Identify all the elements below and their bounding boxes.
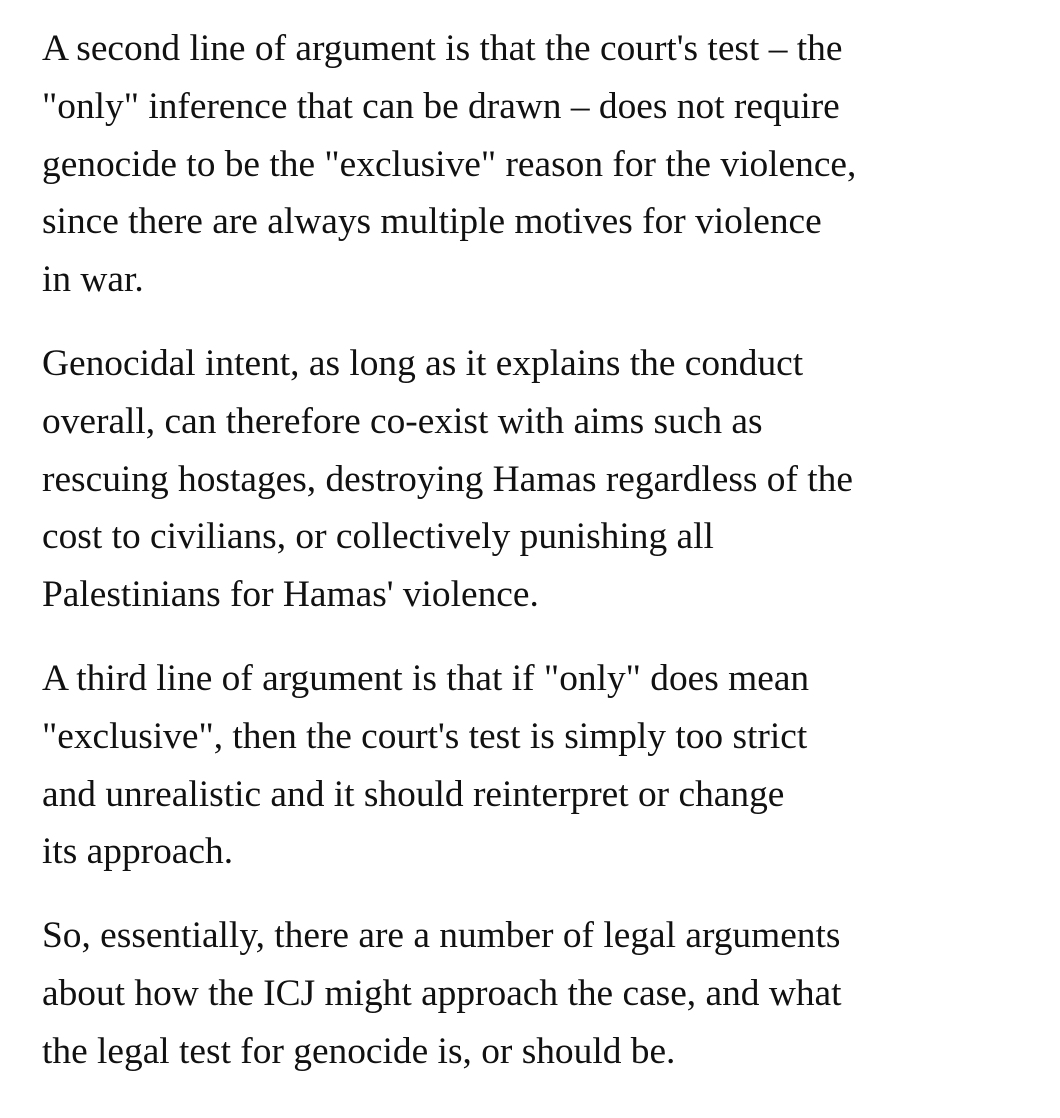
- text-line: and unrealistic and it should reinterpret or change: [42, 773, 785, 815]
- text-line: rescuing hostages, destroying Hamas regardless of the: [42, 458, 853, 500]
- text-line: about how the ICJ might approach the case, and what: [42, 972, 842, 1014]
- text-line: Genocidal intent, as long as it explains the conduct: [42, 342, 804, 384]
- text-line: genocide to be the "exclusive" reason for the violence,: [42, 143, 857, 185]
- article-body: [42, 20, 1037, 1107]
- text-line: since there are always multiple motives for violence: [42, 201, 822, 243]
- text-line: cost to civilians, or collectively punishing all: [42, 516, 714, 558]
- paragraph-second-line-of-argument: [42, 20, 1037, 309]
- paragraph-genocidal-intent: [42, 335, 1037, 624]
- text-line: the legal test for genocide is, or should be.: [42, 1030, 676, 1072]
- text-line: "exclusive", then the court's test is simply too strict: [42, 715, 808, 757]
- paragraph-summary: [42, 907, 1037, 1080]
- text-line: So, essentially, there are a number of legal arguments: [42, 915, 841, 957]
- text-line: A second line of argument is that the court's test – the: [42, 28, 843, 69]
- text-line: its approach.: [42, 831, 234, 873]
- text-line: "only" inference that can be drawn – does not require: [42, 85, 840, 127]
- text-line: A third line of argument is that if "only" does mean: [42, 657, 810, 699]
- paragraph-third-line-of-argument: [42, 650, 1037, 881]
- text-line: overall, can therefore co-exist with aims such as: [42, 400, 763, 442]
- text-line: Palestinians for Hamas' violence.: [42, 574, 539, 616]
- text-line: in war.: [42, 259, 144, 301]
